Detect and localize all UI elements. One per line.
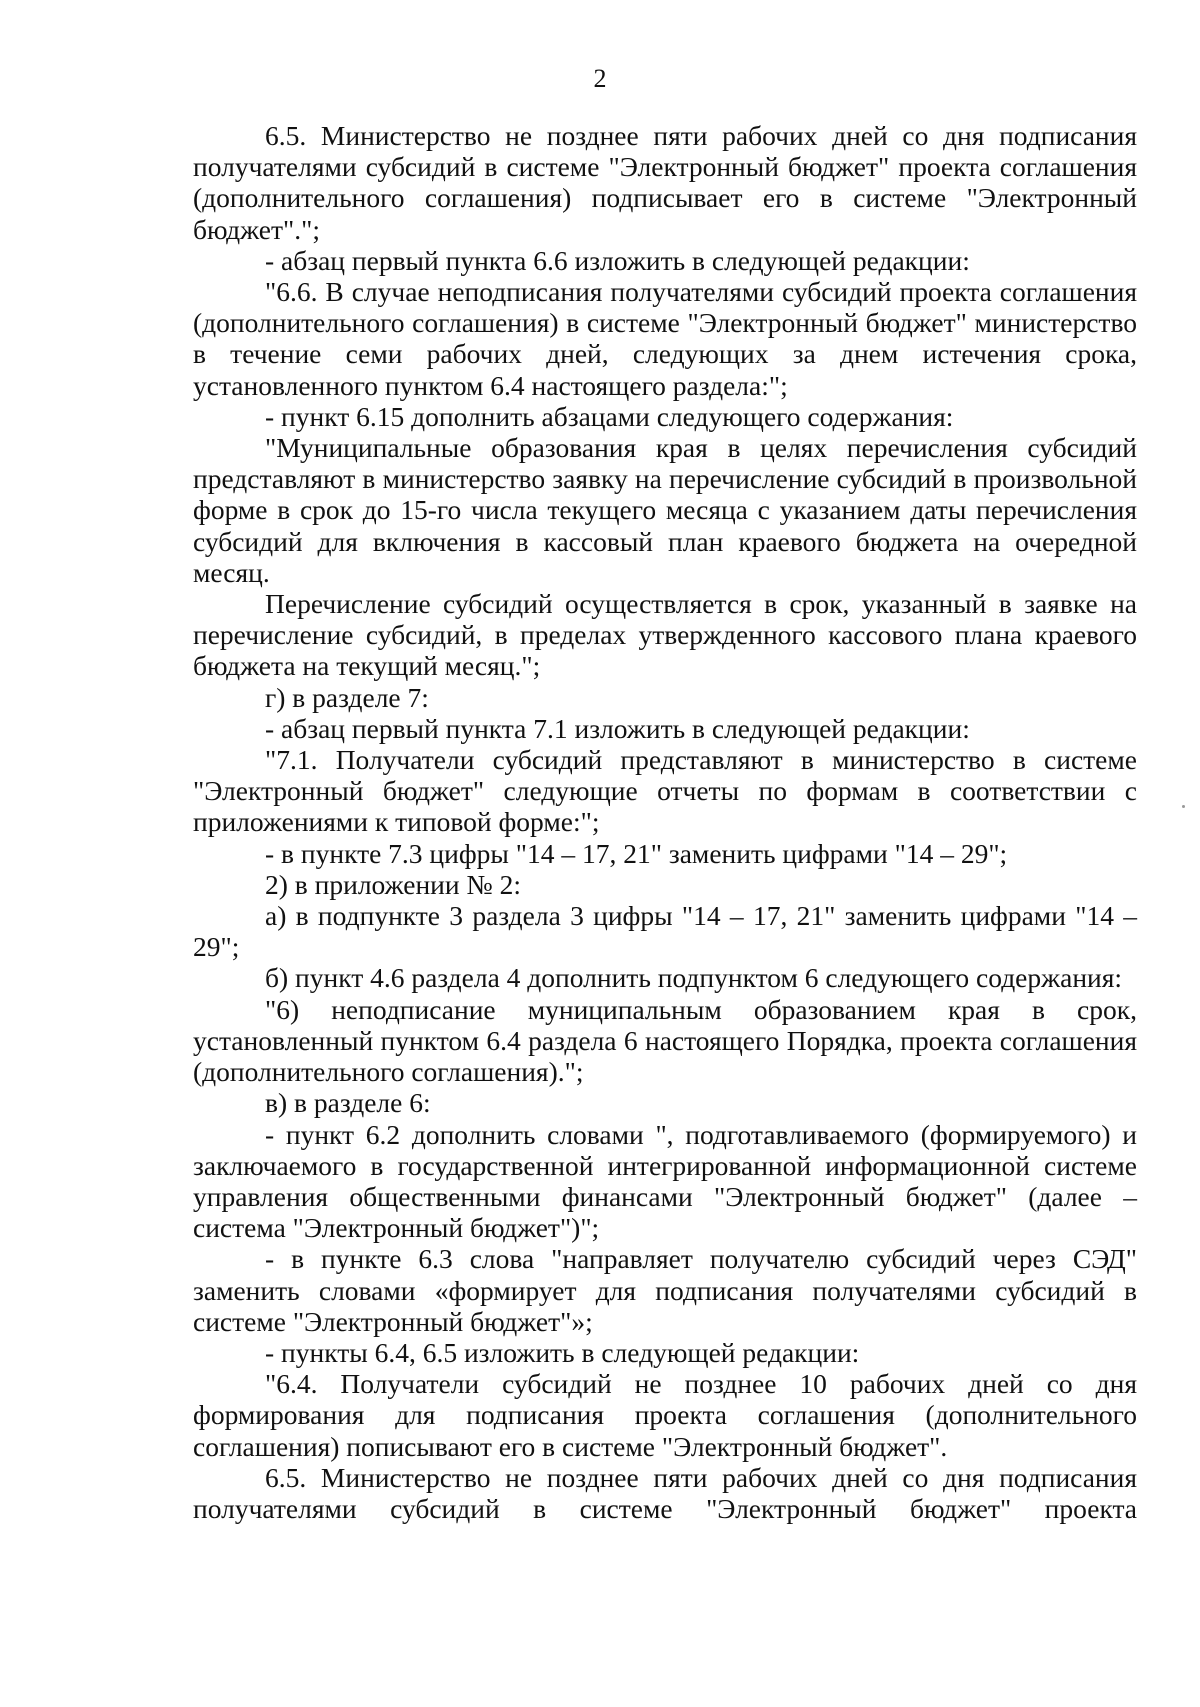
- paragraph-municipal-request: "Муниципальные образования края в целях перечисления субсидий представляют в министерство заявку на перечисление субсидий в произвольной форме в срок до 15-го числа текущего месяца с указанием даты перечисления субсидий для включения в кассовый план краевого бюджета на очередной месяц.: [193, 432, 1137, 588]
- scan-speck: [1182, 805, 1185, 808]
- paragraph-amend-6-6: - абзац первый пункта 6.6 изложить в следующей редакции:: [265, 244, 970, 276]
- paragraph-appendix-2: 2) в приложении № 2:: [265, 868, 521, 900]
- paragraph-section-7: г) в разделе 7:: [265, 681, 429, 713]
- paragraph-6-5-start: 6.5. Министерство не позднее пяти рабочих дней со дня подписания получателями субсидий в системе "Электронный бюджет" проекта: [193, 1461, 1137, 1524]
- page-number: 2: [593, 64, 607, 93]
- paragraph-amend-6-3: - в пункте 6.3 слова "направляет получателю субсидий через СЭД" заменить словами «формирует для подписания получателями субсидий в системе "Электронный бюджет"»;: [193, 1243, 1137, 1337]
- paragraph-amend-6-4-6-5: - пункты 6.4, 6.5 изложить в следующей редакции:: [265, 1336, 860, 1368]
- paragraph-6-5-end: 6.5. Министерство не позднее пяти рабочих дней со дня подписания получателями субсидий в системе "Электронный бюджет" проекта соглашения (дополнительного соглашения) подписывает его в системе "Электронный бюджет".";: [193, 120, 1137, 245]
- paragraph-subitem-6: "6) неподписание муниципальным образованием края в срок, установленный пунктом 6.4 раздела 6 настоящего Порядка, проекта соглашения (дополнительного соглашения).";: [193, 993, 1137, 1088]
- paragraph-7-1: "7.1. Получатели субсидий представляют в министерство в системе "Электронный бюджет" следующие отчеты по формам в соответствии с приложениями к типовой форме:";: [193, 744, 1137, 838]
- paragraph-transfer-deadline: Перечисление субсидий осуществляется в срок, указанный в заявке на перечисление субсидий, в пределах утвержденного кассового плана краевого бюджета на текущий месяц.";: [193, 588, 1137, 682]
- document-body: [193, 120, 1137, 1524]
- paragraph-amend-7-3: - в пункте 7.3 цифры "14 – 17, 21" заменить цифрами "14 – 29";: [265, 837, 1008, 869]
- paragraph-amend-6-15: - пункт 6.15 дополнить абзацами следующего содержания:: [265, 400, 954, 432]
- paragraph-subitem-a: а) в подпункте 3 раздела 3 цифры "14 – 17, 21" заменить цифрами "14 – 29";: [193, 900, 1137, 963]
- paragraph-amend-7-1: - абзац первый пункта 7.1 изложить в следующей редакции:: [265, 712, 970, 744]
- paragraph-6-4: "6.4. Получатели субсидий не позднее 10 рабочих дней со дня формирования для подписания проекта соглашения (дополнительного соглашения) пописывают его в системе "Электронный бюджет".: [193, 1368, 1137, 1462]
- paragraph-subitem-b: б) пункт 4.6 раздела 4 дополнить подпунктом 6 следующего содержания:: [265, 962, 1123, 994]
- paragraph-section-6: в) в разделе 6:: [265, 1087, 431, 1119]
- paragraph-amend-6-2: - пункт 6.2 дополнить словами ", подготавливаемого (формируемого) и заключаемого в государственной интегрированной информационной системе управления общественными финансами "Электронный бюджет" (далее – система "Электронный бюджет")";: [193, 1118, 1137, 1244]
- paragraph-6-6: "6.6. В случае неподписания получателями субсидий проекта соглашения (дополнительного соглашения) в системе "Электронный бюджет" министерство в течение семи рабочих дней, следующих за днем истечения срока, установленного пунктом 6.4 настоящего раздела:";: [193, 276, 1137, 401]
